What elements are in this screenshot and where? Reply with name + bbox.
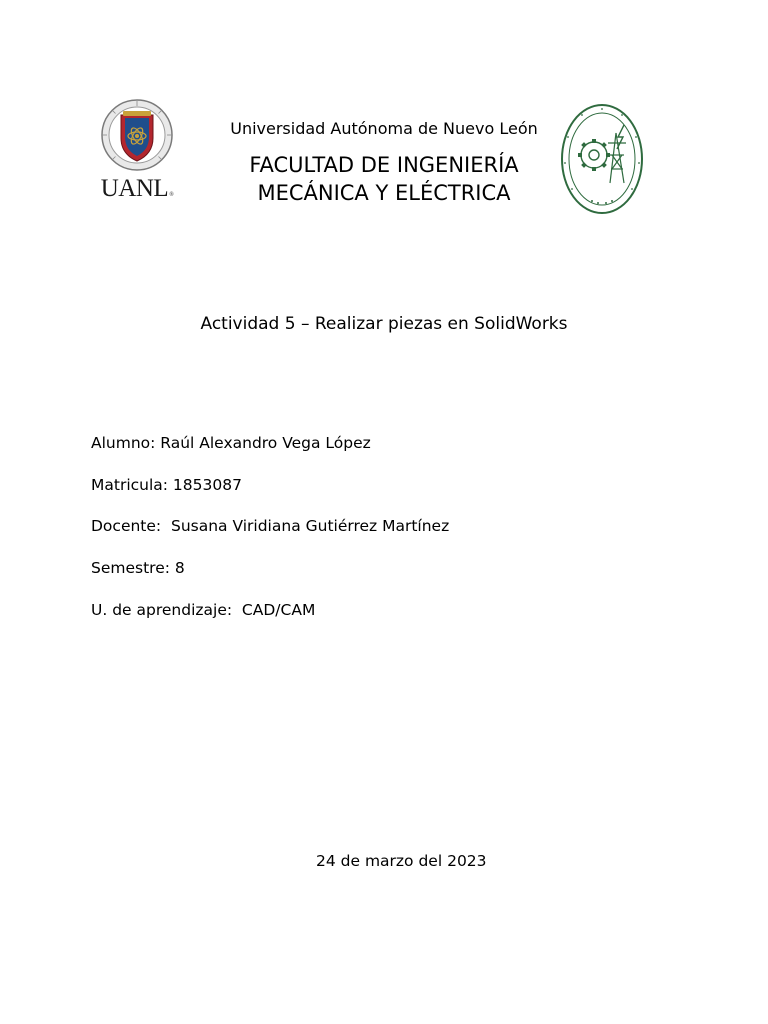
faculty-name [150, 151, 618, 207]
university-name: Universidad Autónoma de Nuevo León [230, 119, 538, 138]
uanl-wordmark: UANL® [100, 175, 174, 202]
semester: Semestre: 8 [91, 559, 185, 577]
document-date: 24 de marzo del 2023 [316, 852, 487, 870]
student-id: Matricula: 1853087 [91, 476, 242, 494]
activity-title: Actividad 5 – Realizar piezas en SolidWorks [200, 314, 568, 334]
student-name: Alumno: Raúl Alexandro Vega López [91, 434, 371, 452]
faculty-name-line2: MECÁNICA Y ELÉCTRICA [257, 181, 511, 205]
faculty-name-line1: FACULTAD DE INGENIERÍA [249, 153, 519, 177]
learning-unit: U. de aprendizaje: CAD/CAM [91, 601, 316, 619]
teacher-name: Docente: Susana Viridiana Gutiérrez Martínez [91, 517, 450, 535]
